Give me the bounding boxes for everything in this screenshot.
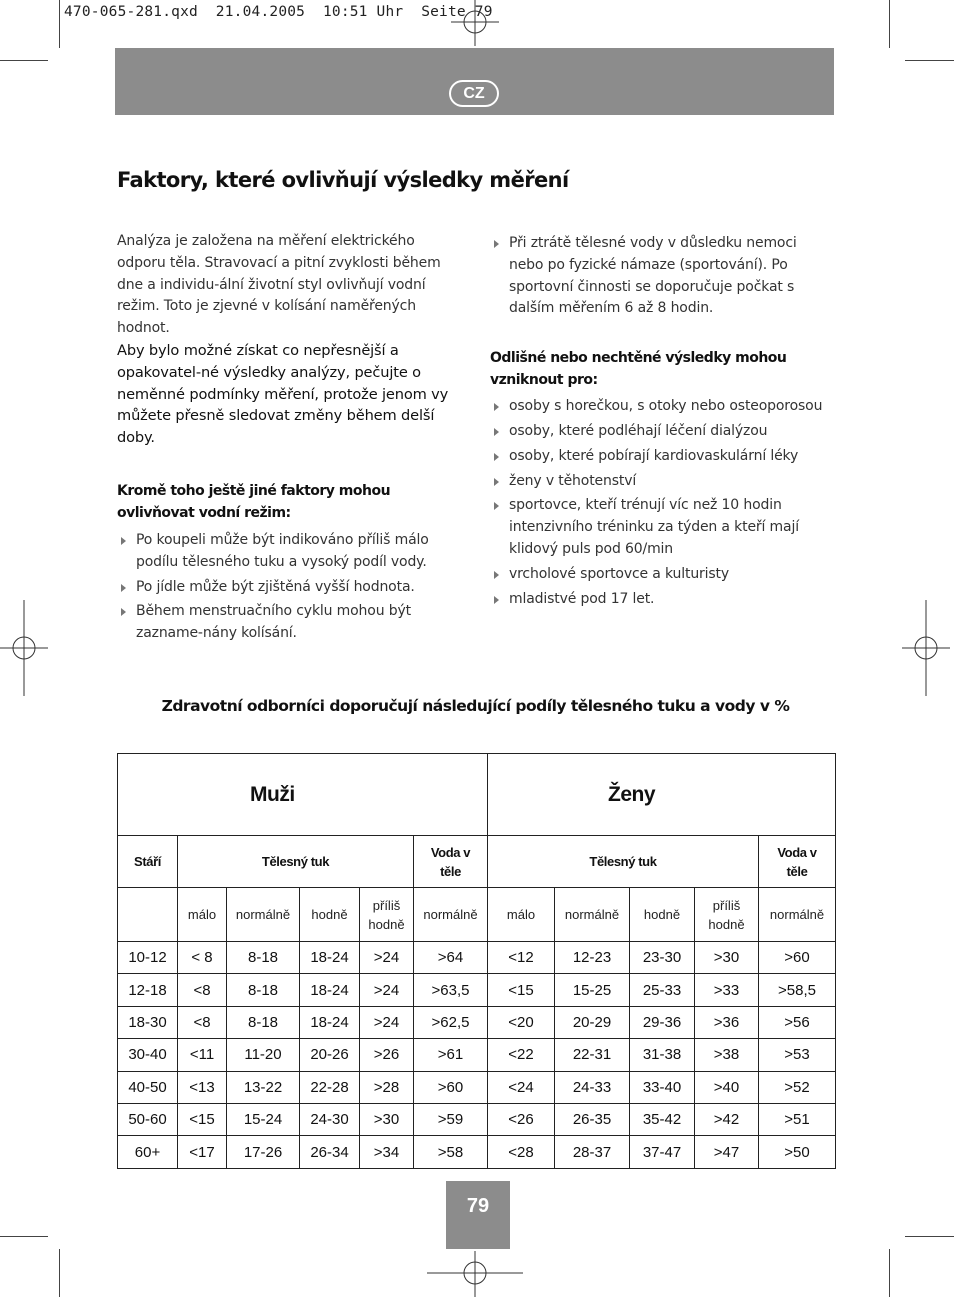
registration-mark-right: [902, 600, 950, 696]
table-cell: 22-28: [300, 1071, 360, 1103]
table-cell: >40: [695, 1071, 759, 1103]
table-cell: <26: [488, 1103, 555, 1135]
table-cell: >56: [759, 1006, 836, 1038]
list-item: osoby, které podléhají léčení dialýzou: [490, 421, 835, 443]
table-cell: 20-26: [300, 1039, 360, 1071]
table-cell: 23-30: [630, 942, 695, 974]
table-cell: 11-20: [227, 1039, 300, 1071]
bullet-arrow-icon: [494, 571, 499, 579]
table-cell: >30: [695, 942, 759, 974]
table-cell: 22-31: [555, 1039, 630, 1071]
table-cell: <22: [488, 1039, 555, 1071]
table-row: [118, 1071, 836, 1103]
table-cell: 24-33: [555, 1071, 630, 1103]
intro-paragraph: Analýza je založena na měření elektrického odporu těla. Stravovací a pitní zvyklosti během dne a individu-ální životní styl ovlivňují vodní režim. Toto je zjevné v kolísání naměřených hodnot.: [117, 233, 441, 337]
bullet-arrow-icon: [494, 478, 499, 486]
table-cell: 29-36: [630, 1006, 695, 1038]
sub-low: málo: [178, 888, 227, 942]
file-header: 470-065-281.qxd 21.04.2005 10:51 Uhr Seite 79: [64, 4, 493, 20]
table-cell: 8-18: [227, 974, 300, 1006]
table-cell: >58: [414, 1136, 488, 1168]
table-cell: 18-24: [300, 942, 360, 974]
registration-mark-left: [0, 600, 48, 696]
list-item: osoby s horečkou, s otoky nebo osteoporosou: [490, 396, 835, 418]
bullet-arrow-icon: [494, 596, 499, 604]
header-water-men: Voda v těle: [414, 836, 488, 888]
group-women: Ženy: [488, 754, 836, 836]
table-cell: 25-33: [630, 974, 695, 1006]
table-cell: >42: [695, 1103, 759, 1135]
header-age: Stáří: [118, 836, 178, 888]
table-row: [118, 974, 836, 1006]
table-row: [118, 1103, 836, 1135]
bullet-arrow-icon: [494, 453, 499, 461]
table-cell: >63,5: [414, 974, 488, 1006]
table-cell: >24: [360, 1006, 414, 1038]
page-number: 79: [446, 1181, 510, 1249]
table-row: [118, 1136, 836, 1168]
table-cell: 26-34: [300, 1136, 360, 1168]
list-item: ženy v těhotenství: [490, 471, 835, 493]
table-cell: 15-25: [555, 974, 630, 1006]
table-cell: <12: [488, 942, 555, 974]
sub-high: hodně: [630, 888, 695, 942]
right-subheading: Odlišné nebo nechtěné výsledky mohou vzniknout pro:: [490, 350, 787, 389]
table-cell: <11: [178, 1039, 227, 1071]
table-cell: >52: [759, 1071, 836, 1103]
table-cell: >60: [759, 942, 836, 974]
table-row: [118, 1039, 836, 1071]
sub-normal: normálně: [555, 888, 630, 942]
age-cell: 60+: [118, 1136, 178, 1168]
sub-water-normal: normálně: [414, 888, 488, 942]
age-cell: 12-18: [118, 974, 178, 1006]
bullet-arrow-icon: [494, 240, 499, 248]
table-cell: 18-24: [300, 1006, 360, 1038]
age-cell: 10-12: [118, 942, 178, 974]
table-cell: 31-38: [630, 1039, 695, 1071]
table-cell: 13-22: [227, 1071, 300, 1103]
table-cell: >30: [360, 1103, 414, 1135]
group-men: Muži: [118, 754, 488, 836]
age-cell: 18-30: [118, 1006, 178, 1038]
left-bullet-list: [117, 530, 462, 645]
table-cell: <8: [178, 974, 227, 1006]
table-cell: >26: [360, 1039, 414, 1071]
list-item: Po koupeli může být indikováno příliš málo podílu tělesného tuku a vysoký podíl vody.: [117, 530, 462, 574]
table-cell: < 8: [178, 942, 227, 974]
bullet-arrow-icon: [121, 537, 126, 545]
table-cell: 20-29: [555, 1006, 630, 1038]
left-subheading: Kromě toho ještě jiné faktory mohou ovlivňovat vodní režim:: [117, 482, 391, 521]
right-column: [490, 233, 835, 613]
table-cell: 8-18: [227, 942, 300, 974]
sub-too-high: příliš hodně: [695, 888, 759, 942]
bullet-arrow-icon: [494, 502, 499, 510]
emphasis-paragraph: Aby bylo možné získat co nepřesnější a opakovatel-né výsledky analýzy, pečujte o neměnné podmínky měření, protože jenom vy můžete přesně sledovat změny během delší doby.: [117, 341, 449, 447]
table-cell: <24: [488, 1071, 555, 1103]
bullet-arrow-icon: [494, 403, 499, 411]
registration-mark-bottom: [427, 1249, 523, 1297]
bullet-arrow-icon: [121, 608, 126, 616]
header-fat-men: Tělesný tuk: [178, 836, 414, 888]
table-row: [118, 942, 836, 974]
table-cell: >60: [414, 1071, 488, 1103]
table-cell: <17: [178, 1136, 227, 1168]
table-cell: >24: [360, 974, 414, 1006]
list-item: mladistvé pod 17 let.: [490, 589, 835, 611]
table-cell: >28: [360, 1071, 414, 1103]
table-cell: 35-42: [630, 1103, 695, 1135]
table-cell: >36: [695, 1006, 759, 1038]
registration-mark-top: [451, 0, 499, 48]
table-cell: 12-23: [555, 942, 630, 974]
table-cell: >34: [360, 1136, 414, 1168]
table-body: [118, 942, 836, 1169]
header-fat-women: Tělesný tuk: [488, 836, 759, 888]
table-cell: >53: [759, 1039, 836, 1071]
age-cell: 50-60: [118, 1103, 178, 1135]
page-title: Faktory, které ovlivňují výsledky měření: [117, 168, 569, 192]
table-cell: 8-18: [227, 1006, 300, 1038]
list-item: Po jídle může být zjištěná vyšší hodnota.: [117, 577, 462, 599]
table-cell: >61: [414, 1039, 488, 1071]
table-cell: >47: [695, 1136, 759, 1168]
table-cell: <8: [178, 1006, 227, 1038]
table-cell: 17-26: [227, 1136, 300, 1168]
right-bullet-list: [490, 396, 835, 610]
table-cell: 26-35: [555, 1103, 630, 1135]
language-badge: CZ: [449, 80, 499, 107]
table-cell: >24: [360, 942, 414, 974]
table-cell: <15: [178, 1103, 227, 1135]
sub-low: málo: [488, 888, 555, 942]
table-cell: >51: [759, 1103, 836, 1135]
table-row: [118, 1006, 836, 1038]
table-cell: 37-47: [630, 1136, 695, 1168]
list-item: Při ztrátě tělesné vody v důsledku nemoci nebo po fyzické námaze (sportování). Po sportovní činnosti se doporučuje počkat s dalším měřením 6 až 8 hodin.: [490, 233, 835, 320]
table-cell: 28-37: [555, 1136, 630, 1168]
list-item: Během menstruačního cyklu mohou být zazname-nány kolísání.: [117, 601, 462, 645]
table-cell: >64: [414, 942, 488, 974]
table-cell: >58,5: [759, 974, 836, 1006]
table-cell: >38: [695, 1039, 759, 1071]
right-top-bullet-list: [490, 233, 835, 320]
table-cell: <20: [488, 1006, 555, 1038]
age-cell: 40-50: [118, 1071, 178, 1103]
bullet-arrow-icon: [121, 584, 126, 592]
header-water-women: Voda v těle: [759, 836, 836, 888]
table-cell: <28: [488, 1136, 555, 1168]
table-cell: <15: [488, 974, 555, 1006]
sub-normal: normálně: [227, 888, 300, 942]
table-caption: Zdravotní odborníci doporučují následující podíly tělesného tuku a vody v %: [161, 697, 790, 715]
list-item: vrcholové sportovce a kulturisty: [490, 564, 835, 586]
list-item: osoby, které pobírají kardiovaskulární léky: [490, 446, 835, 468]
list-item: sportovce, kteří trénují víc než 10 hodin intenzivního tréninku za týden a kteří mají klidový puls pod 60/min: [490, 495, 835, 560]
table-cell: >62,5: [414, 1006, 488, 1038]
age-cell: 30-40: [118, 1039, 178, 1071]
sub-too-high: příliš hodně: [360, 888, 414, 942]
table-cell: 33-40: [630, 1071, 695, 1103]
left-column: [117, 231, 462, 648]
table-cell: >33: [695, 974, 759, 1006]
table-cell: >50: [759, 1136, 836, 1168]
sub-water-normal: normálně: [759, 888, 836, 942]
sub-empty: [118, 888, 178, 942]
table-cell: 15-24: [227, 1103, 300, 1135]
table-cell: <13: [178, 1071, 227, 1103]
table-cell: 24-30: [300, 1103, 360, 1135]
table-cell: >59: [414, 1103, 488, 1135]
sub-high: hodně: [300, 888, 360, 942]
bullet-arrow-icon: [494, 428, 499, 436]
body-composition-table: [117, 753, 836, 1169]
table-cell: 18-24: [300, 974, 360, 1006]
